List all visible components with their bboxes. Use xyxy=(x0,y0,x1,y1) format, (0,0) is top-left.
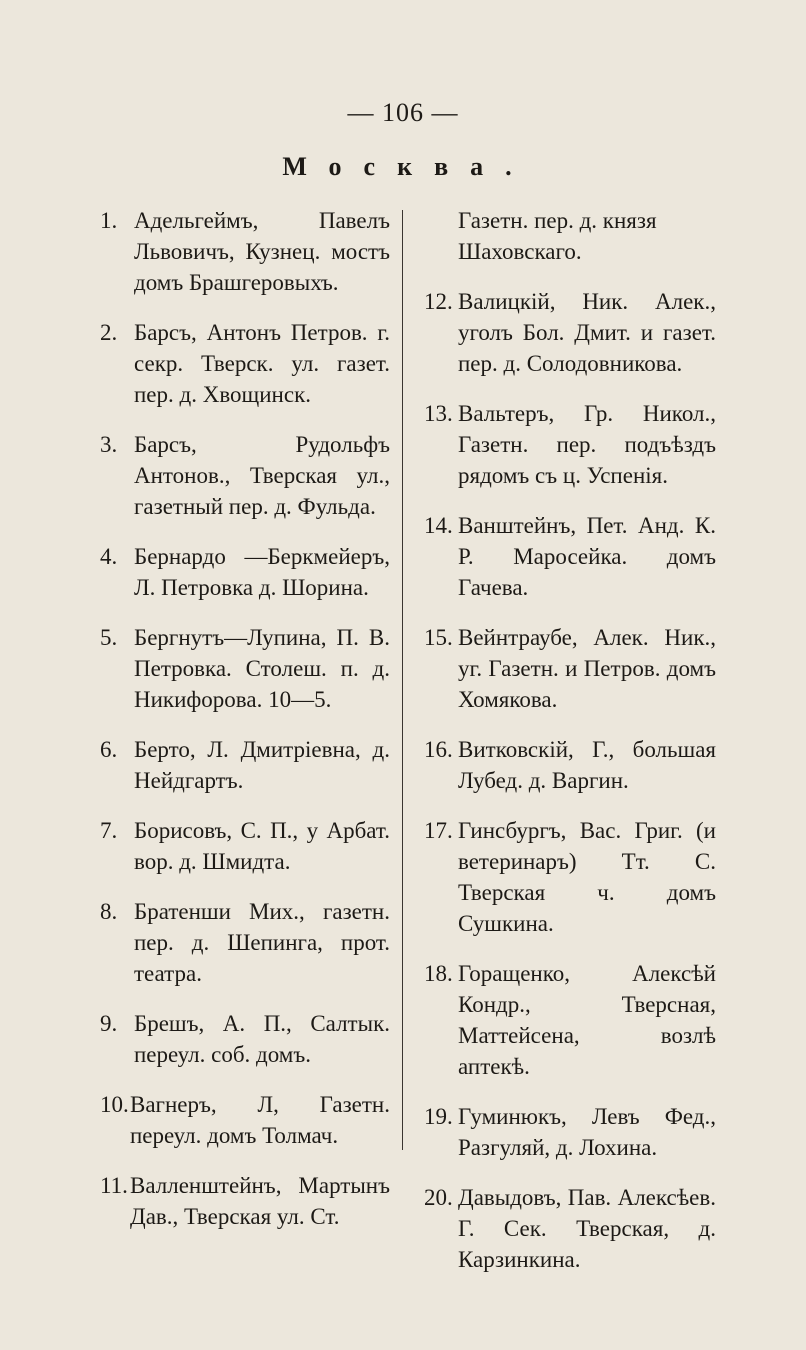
section-title: Москва. xyxy=(282,152,534,181)
entry-text: Гуминюкъ, Левъ Фед., Разгуляй, д. Лохина. xyxy=(458,1104,716,1160)
entry-number: 9. xyxy=(100,1011,118,1036)
entry-number: 19. xyxy=(424,1104,453,1129)
page-number: — 106 — xyxy=(347,98,459,127)
list-item xyxy=(100,205,390,298)
entry-text: Борисовъ, С. П., у Арбат. вор. д. Шмидта. xyxy=(134,818,390,874)
entry-text: Ванштейнъ, Пет. Анд. К. Р. Маросейка. домъ Гачева. xyxy=(458,513,716,600)
entry-text: Барсъ, Рудольфъ Антонов., Тверская ул., газетный пер. д. Фульда. xyxy=(134,432,390,519)
list-item xyxy=(424,622,716,715)
entry-text: Вальтеръ, Гр. Никол., Газетн. пер. подъѣздъ рядомъ съ ц. Успенія. xyxy=(458,401,716,488)
list-item xyxy=(100,541,390,603)
entry-text: Валицкій, Ник. Алек., уголъ Бол. Дмит. и газет. пер. д. Солодовникова. xyxy=(458,289,716,376)
entry-text: Братенши Мих., газетн. пер. д. Шепинга, прот. театра. xyxy=(134,899,390,986)
entry-number: 15. xyxy=(424,625,453,650)
list-item xyxy=(424,958,716,1082)
list-item xyxy=(424,398,716,491)
entry-number: 17. xyxy=(424,818,453,843)
entry-text: Вагнеръ, Л, Газетн. переул. домъ Толмач. xyxy=(130,1092,390,1148)
list-item xyxy=(100,429,390,522)
list-item xyxy=(100,1089,390,1151)
list-item xyxy=(100,622,390,715)
entry-number: 4. xyxy=(100,544,118,569)
list-item xyxy=(100,1170,390,1232)
entry-number: 14. xyxy=(424,513,453,538)
list-item xyxy=(424,1101,716,1163)
list-item xyxy=(100,896,390,989)
entry-number: 20. xyxy=(424,1185,453,1210)
entry-number: 5. xyxy=(100,625,118,650)
entry-text: Адельгеймъ, Павелъ Львовичъ, Кузнец. мостъ домъ Брашгеровыхъ. xyxy=(134,208,390,295)
entry-number: 18. xyxy=(424,961,453,986)
list-item xyxy=(424,286,716,379)
entry-number: 2. xyxy=(100,320,118,345)
entry-text: Гинсбургъ, Вас. Григ. (и ветеринаръ) Тт. С. Тверская ч. домъ Сушкина. xyxy=(458,818,716,936)
right-column xyxy=(424,205,716,1294)
entry-text: Витковскій, Г., большая Лубед. д. Варгин. xyxy=(458,737,716,793)
list-item xyxy=(424,815,716,939)
list-item xyxy=(424,1182,716,1275)
entry-text: Бернардо —Беркмейеръ, Л. Петровка д. Шорина. xyxy=(134,544,390,600)
entry-text: Горащенко, Алексѣй Кондр., Тверсная, Маттейсена, возлѣ аптекѣ. xyxy=(458,961,716,1079)
entry-number: 16. xyxy=(424,737,453,762)
entry-text: Брешъ, А. П., Салтык. переул. соб. домъ. xyxy=(134,1011,390,1067)
entry-number: 3. xyxy=(100,432,118,457)
list-item xyxy=(100,734,390,796)
entry-number: 13. xyxy=(424,401,453,426)
list-item xyxy=(100,1008,390,1070)
entry-number: 12. xyxy=(424,289,453,314)
entry-number: 10. xyxy=(100,1092,129,1117)
entry-text: Барсъ, Антонъ Петров. г. секр. Тверск. ул. газет. пер. д. Хвощинск. xyxy=(134,320,390,407)
entry-number: 1. xyxy=(100,208,118,233)
entry-number: 6. xyxy=(100,737,118,762)
entry-text: Бергнутъ—Лупина, П. В. Петровка. Столеш. п. д. Никифорова. 10—5. xyxy=(134,625,390,712)
entry-continuation: Газетн. пер. д. князя Шаховскаго. xyxy=(458,208,657,264)
entry-number: 11. xyxy=(100,1173,128,1198)
left-column xyxy=(100,205,390,1251)
entry-text: Вейнтраубе, Алек. Ник., уг. Газетн. и Петров. домъ Хомякова. xyxy=(458,625,716,712)
list-item xyxy=(100,317,390,410)
list-item xyxy=(424,510,716,603)
entry-text: Давыдовъ, Пав. Алексѣев. Г. Сек. Тверская, д. Карзинкина. xyxy=(458,1185,716,1272)
entry-number: 7. xyxy=(100,818,118,843)
entry-text: Валленштейнъ, Мартынъ Дав., Тверская ул. Ст. xyxy=(130,1173,390,1229)
entry-number: 8. xyxy=(100,899,118,924)
entry-text: Берто, Л. Дмитріевна, д. Нейдгартъ. xyxy=(134,737,390,793)
list-item xyxy=(424,734,716,796)
column-divider xyxy=(402,210,403,1150)
list-item xyxy=(100,815,390,877)
